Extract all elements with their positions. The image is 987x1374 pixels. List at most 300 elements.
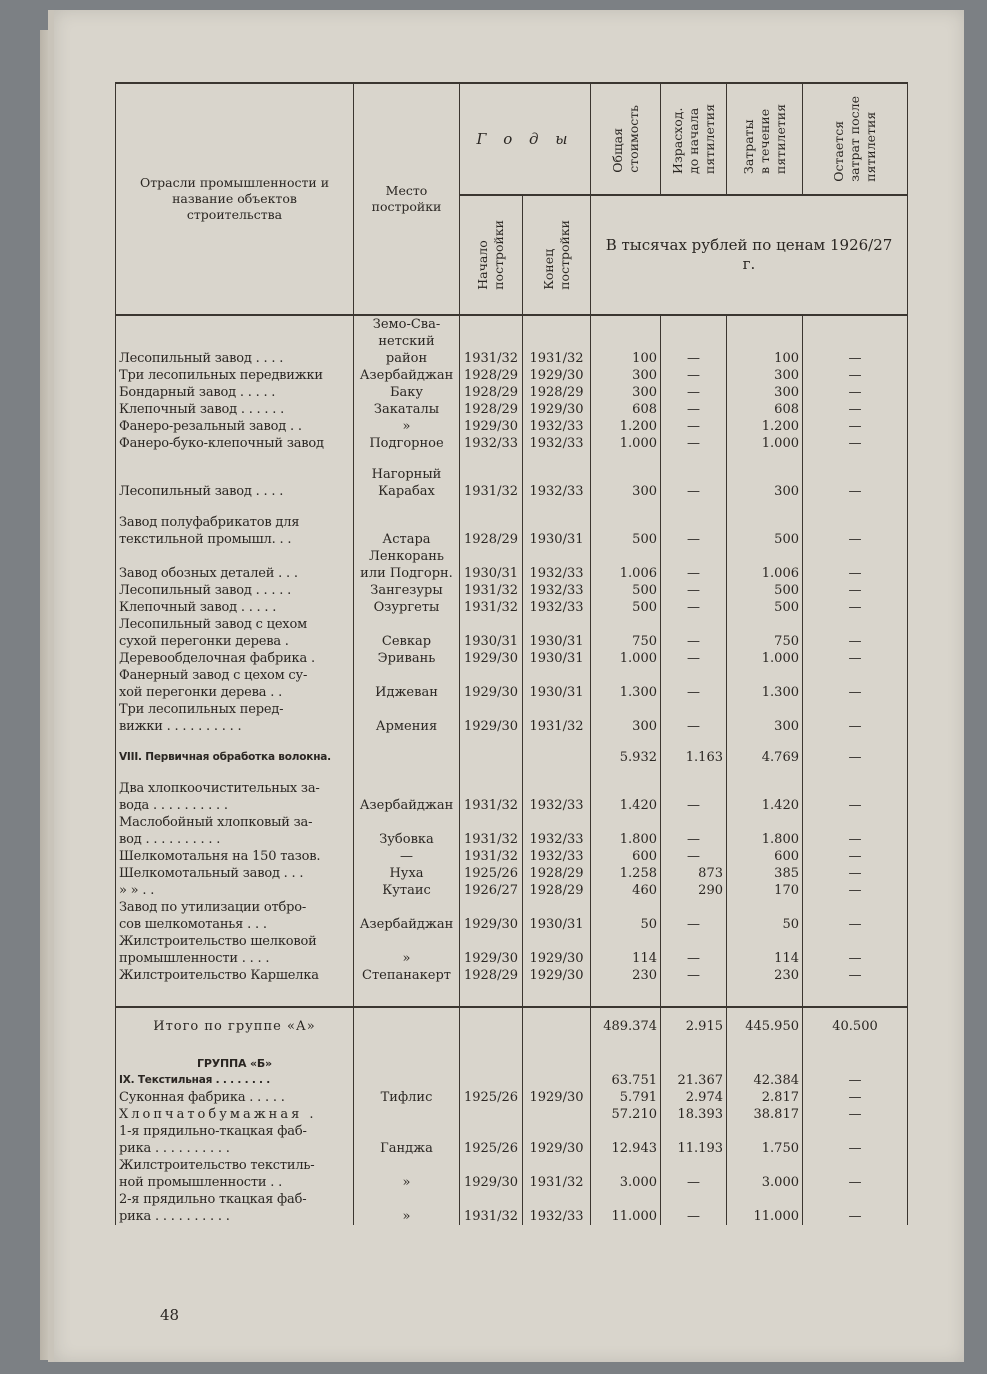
spacer-cell [460,452,523,466]
spacer-cell [354,500,460,514]
row-total-cost: 500 [591,599,661,616]
row-total-cost: 11.000 [591,1191,661,1225]
construction-table [115,82,908,1225]
row-end-year: 1931/32 [523,701,591,735]
spacer-cell [116,500,354,514]
row-name: Жилстроительство текстиль- ной промышленности . . [116,1157,354,1191]
row-place: — [354,848,460,865]
row-spent-before: 2.974 [661,1089,727,1106]
row-name: 2-я прядильно ткацкая фаб- рика . . . . . . . . . . [116,1191,354,1225]
row-remaining: — [803,548,908,582]
row-start-year: 1931/32 [460,466,523,500]
spacer-row [116,735,908,749]
row-plan-spend: 1.006 [727,548,803,582]
row-start-year: 1931/32 [460,780,523,814]
row-remaining: — [803,401,908,418]
row-end-year: 1929/30 [523,967,591,984]
spacer-cell [116,984,354,1007]
row-spent-before: 1.163 [661,749,727,766]
row-name: Маслобойный хлопковый за- вод . . . . . . . . . . [116,814,354,848]
row-name: Лесопильный завод . . . . . [116,582,354,599]
header-place: Место постройки [354,83,460,315]
table-row [116,435,908,452]
header-spent: Израсход. до начала пятилетия [669,104,717,174]
spacer-cell [727,735,803,749]
row-plan-spend: 1.750 [727,1123,803,1157]
header-years: Г о д ы [460,83,591,195]
page-number: 48 [160,1306,180,1324]
spacer-cell [354,735,460,749]
row-plan-spend: 300 [727,701,803,735]
row-plan-spend: 300 [727,367,803,384]
row-remaining: — [803,667,908,701]
row-remaining: — [803,848,908,865]
row-place: Озургеты [354,599,460,616]
row-plan-spend: 1.300 [727,667,803,701]
row-start-year: 1928/29 [460,514,523,548]
row-place: Эривань [354,650,460,667]
header-remain-cell [803,83,908,195]
spacer-cell [460,766,523,780]
row-total-cost: 63.751 [591,1072,661,1089]
row-place: » [354,418,460,435]
row-end-year: 1930/31 [523,899,591,933]
row-place [354,1045,460,1072]
row-place: Ганджа [354,1123,460,1157]
row-total-cost: 300 [591,701,661,735]
row-end-year: 1932/33 [523,582,591,599]
spacer-row [116,766,908,780]
spacer-cell [523,735,591,749]
row-remaining: — [803,599,908,616]
row-remaining: — [803,315,908,367]
table-row [116,315,908,367]
row-remaining: — [803,814,908,848]
row-total-cost: 300 [591,384,661,401]
row-plan-spend: 11.000 [727,1191,803,1225]
row-plan-spend: 50 [727,899,803,933]
row-plan-spend: 1.000 [727,435,803,452]
row-plan-spend: 170 [727,882,803,899]
row-end-year: 1929/30 [523,367,591,384]
row-spent-before: 873 [661,865,727,882]
row-spent-before: — [661,582,727,599]
spacer-cell [523,500,591,514]
row-spent-before: — [661,967,727,984]
header-units: В тысячах рублей по ценам 1926/27 г. [591,195,908,315]
row-total-cost: 1.000 [591,435,661,452]
row-remaining: — [803,701,908,735]
row-total-cost: 114 [591,933,661,967]
row-name: 1-я прядильно-ткацкая фаб- рика . . . . . . . . . . [116,1123,354,1157]
row-start-year: 1929/30 [460,933,523,967]
header-start: Начало постройки [475,220,506,290]
row-name: Завод обозных деталей . . . [116,548,354,582]
row-start-year [460,1106,523,1123]
row-plan-spend: 114 [727,933,803,967]
spacer-cell [803,500,908,514]
row-place: Азербайджан [354,899,460,933]
row-start-year [460,1007,523,1045]
row-total-cost: 1.800 [591,814,661,848]
spacer-cell [661,500,727,514]
spacer-cell [803,766,908,780]
row-spent-before: — [661,384,727,401]
row-name: Лесопильный завод . . . . [116,315,354,367]
spacer-cell [116,452,354,466]
row-start-year: 1932/33 [460,435,523,452]
row-name: » » . . [116,882,354,899]
row-spent-before: — [661,514,727,548]
spacer-cell [661,452,727,466]
row-spent-before: — [661,418,727,435]
row-remaining: — [803,865,908,882]
row-spent-before: — [661,401,727,418]
row-spent-before: 18.393 [661,1106,727,1123]
row-name: Три лесопильных перед- вижки . . . . . . . . . . [116,701,354,735]
row-plan-spend: 300 [727,466,803,500]
table-row [116,401,908,418]
row-spent-before: — [661,848,727,865]
row-start-year: 1930/31 [460,548,523,582]
row-plan-spend: 42.384 [727,1072,803,1089]
row-total-cost: 1.258 [591,865,661,882]
row-start-year: 1929/30 [460,701,523,735]
row-start-year: 1929/30 [460,650,523,667]
row-place [354,749,460,766]
spacer-cell [354,984,460,1007]
row-end-year: 1928/29 [523,865,591,882]
row-place: » [354,1191,460,1225]
row-remaining: — [803,882,908,899]
row-total-cost: 230 [591,967,661,984]
row-start-year: 1929/30 [460,667,523,701]
row-plan-spend: 2.817 [727,1089,803,1106]
row-end-year: 1929/30 [523,401,591,418]
spacer-cell [116,735,354,749]
row-spent-before [661,1045,727,1072]
table-row [116,650,908,667]
section-row [116,1072,908,1089]
row-place: Степанакерт [354,967,460,984]
row-end-year: 1932/33 [523,814,591,848]
row-end-year: 1928/29 [523,882,591,899]
row-name: Лесопильный завод с цехом сухой перегонки дерева . [116,616,354,650]
section-row [116,749,908,766]
row-remaining: — [803,367,908,384]
row-spent-before: — [661,899,727,933]
row-name: Шелкомотальный завод . . . [116,865,354,882]
row-total-cost: 300 [591,466,661,500]
row-remaining: 40.500 [803,1007,908,1045]
spacer-cell [523,766,591,780]
row-end-year: 1930/31 [523,616,591,650]
row-plan-spend: 1.000 [727,650,803,667]
spacer-cell [591,500,661,514]
row-name: Бондарный завод . . . . . [116,384,354,401]
header-remain: Остается затрат после пятилетия [831,96,878,182]
spacer-cell [803,735,908,749]
row-plan-spend: 3.000 [727,1157,803,1191]
row-spent-before: 290 [661,882,727,899]
row-spent-before: — [661,466,727,500]
table-row [116,466,908,500]
spacer-cell [523,984,591,1007]
header-spent-cell [661,83,727,195]
header-start-cell [460,195,523,315]
row-spent-before: — [661,667,727,701]
row-plan-spend: 600 [727,848,803,865]
row-plan-spend: 500 [727,599,803,616]
header-plan-cell [727,83,803,195]
row-spent-before: — [661,701,727,735]
row-spent-before: — [661,933,727,967]
table-row [116,582,908,599]
spacer-cell [116,766,354,780]
row-place: Азербайджан [354,780,460,814]
table-row [116,514,908,548]
row-total-cost: 750 [591,616,661,650]
row-plan-spend: 385 [727,865,803,882]
row-name: Деревообделочная фабрика . [116,650,354,667]
row-place: Азербайджан [354,367,460,384]
table-row [116,933,908,967]
spacer-cell [591,452,661,466]
table-row [116,599,908,616]
spacer-cell [354,766,460,780]
row-end-year [523,1072,591,1089]
row-end-year: 1932/33 [523,435,591,452]
row-spent-before: 11.193 [661,1123,727,1157]
row-place: Земо-Сва- нетский район [354,315,460,367]
table-row [116,814,908,848]
row-plan-spend: 445.950 [727,1007,803,1045]
row-name: Два хлопкоочистительных за- вода . . . . . . . . . . [116,780,354,814]
row-place: Нагорный Карабах [354,466,460,500]
row-end-year [523,1045,591,1072]
row-start-year [460,1045,523,1072]
spacer-cell [727,500,803,514]
row-start-year: 1931/32 [460,814,523,848]
row-spent-before: — [661,435,727,452]
row-end-year: 1931/32 [523,315,591,367]
row-plan-spend: 500 [727,582,803,599]
row-remaining: — [803,899,908,933]
row-plan-spend: 300 [727,384,803,401]
table-row [116,384,908,401]
row-end-year: 1928/29 [523,384,591,401]
row-plan-spend: 750 [727,616,803,650]
row-end-year: 1932/33 [523,418,591,435]
row-start-year: 1928/29 [460,384,523,401]
row-plan-spend: 38.817 [727,1106,803,1123]
row-remaining: — [803,582,908,599]
row-plan-spend: 1.420 [727,780,803,814]
row-remaining: — [803,514,908,548]
row-place: Закаталы [354,401,460,418]
row-plan-spend: 100 [727,315,803,367]
row-place: » [354,933,460,967]
row-remaining: — [803,435,908,452]
row-place: Иджеван [354,667,460,701]
row-name: Жилстроительство шелковой промышленности . . . . [116,933,354,967]
row-total-cost: 1.200 [591,418,661,435]
row-total-cost: 5.791 [591,1089,661,1106]
table-row [116,667,908,701]
row-start-year: 1928/29 [460,401,523,418]
row-place: Нуха [354,865,460,882]
table-row [116,418,908,435]
row-place: Баку [354,384,460,401]
row-spent-before: — [661,780,727,814]
row-end-year: 1931/32 [523,1157,591,1191]
row-name: IX. Текстильная . . . . . . . . [116,1072,354,1089]
row-name: Суконная фабрика . . . . . [116,1089,354,1106]
spacer-row [116,452,908,466]
row-remaining: — [803,616,908,650]
row-name: Жилстроительство Каршелка [116,967,354,984]
row-end-year [523,1106,591,1123]
row-start-year [460,749,523,766]
row-spent-before: — [661,814,727,848]
row-end-year: 1930/31 [523,650,591,667]
row-place: Подгорное [354,435,460,452]
row-remaining: — [803,1191,908,1225]
row-start-year: 1931/32 [460,599,523,616]
total-row [116,1007,908,1045]
spacer-row [116,984,908,1007]
row-place: Кутаис [354,882,460,899]
row-start-year: 1929/30 [460,899,523,933]
row-place: Севкар [354,616,460,650]
table-body [116,315,908,1225]
row-spent-before: — [661,548,727,582]
row-plan-spend [727,1045,803,1072]
row-start-year: 1931/32 [460,1191,523,1225]
row-start-year: 1931/32 [460,582,523,599]
row-total-cost: 500 [591,514,661,548]
row-remaining: — [803,749,908,766]
row-place: Зангезуры [354,582,460,599]
row-spent-before: — [661,1191,727,1225]
row-start-year: 1930/31 [460,616,523,650]
row-total-cost: 608 [591,401,661,418]
row-name: Клепочный завод . . . . . [116,599,354,616]
row-end-year: 1932/33 [523,848,591,865]
row-name: ГРУППА «Б» [116,1045,354,1072]
row-total-cost: 100 [591,315,661,367]
spacer-cell [460,735,523,749]
row-plan-spend: 230 [727,967,803,984]
row-end-year [523,749,591,766]
row-spent-before: — [661,367,727,384]
row-end-year: 1932/33 [523,780,591,814]
row-remaining: — [803,466,908,500]
row-start-year: 1928/29 [460,367,523,384]
table-row [116,1106,908,1123]
row-name: Завод полуфабрикатов для текстильной промышл. . . [116,514,354,548]
row-place [354,1007,460,1045]
row-remaining: — [803,650,908,667]
row-start-year: 1925/26 [460,865,523,882]
group-heading-row [116,1045,908,1072]
row-place: Астара [354,514,460,548]
row-plan-spend: 1.200 [727,418,803,435]
row-place: Ленкорань или Подгорн. [354,548,460,582]
row-place: Тифлис [354,1089,460,1106]
row-name: Фанеро-буко-клепочный завод [116,435,354,452]
row-name: Хлопчатобумажная . [116,1106,354,1123]
row-total-cost: 50 [591,899,661,933]
table-header [116,83,908,315]
row-end-year: 1932/33 [523,466,591,500]
row-start-year: 1931/32 [460,848,523,865]
row-start-year: 1931/32 [460,315,523,367]
table-row [116,882,908,899]
row-place: Армения [354,701,460,735]
spacer-cell [727,766,803,780]
row-total-cost: 600 [591,848,661,865]
row-total-cost: 1.420 [591,780,661,814]
header-industry: Отрасли промышленности и название объектов строительства [116,83,354,315]
row-name: Фанеро-резальный завод . . [116,418,354,435]
header-total: Общая стоимость [609,105,641,173]
spacer-cell [803,984,908,1007]
row-end-year [523,1007,591,1045]
row-name: Завод по утилизации отбро- сов шелкомотанья . . . [116,899,354,933]
row-total-cost: 1.006 [591,548,661,582]
table-row [116,701,908,735]
spacer-cell [803,452,908,466]
table-row [116,1123,908,1157]
row-plan-spend: 608 [727,401,803,418]
row-name: Шелкомотальня на 150 тазов. [116,848,354,865]
row-total-cost: 3.000 [591,1157,661,1191]
row-name: Итого по группе «А» [116,1007,354,1045]
row-remaining: — [803,1157,908,1191]
table-row [116,548,908,582]
row-remaining: — [803,967,908,984]
spacer-cell [591,766,661,780]
row-total-cost: 489.374 [591,1007,661,1045]
row-spent-before: 21.367 [661,1072,727,1089]
spacer-cell [354,452,460,466]
header-end-cell [523,195,591,315]
header-plan: Затраты в течение пятилетия [740,104,788,174]
row-remaining: — [803,1106,908,1123]
table-row [116,848,908,865]
table-row [116,616,908,650]
row-remaining [803,1045,908,1072]
row-remaining: — [803,1089,908,1106]
row-remaining: — [803,1072,908,1089]
spacer-row [116,500,908,514]
spacer-cell [460,500,523,514]
row-name: VIII. Первичная обработка волокна. [116,749,354,766]
row-start-year: 1926/27 [460,882,523,899]
spacer-cell [591,735,661,749]
row-remaining: — [803,933,908,967]
row-place: Зубовка [354,814,460,848]
row-start-year: 1925/26 [460,1089,523,1106]
table-row [116,899,908,933]
row-total-cost: 500 [591,582,661,599]
row-start-year: 1925/26 [460,1123,523,1157]
spacer-cell [591,984,661,1007]
row-place: » [354,1157,460,1191]
row-spent-before: — [661,650,727,667]
spacer-cell [661,735,727,749]
